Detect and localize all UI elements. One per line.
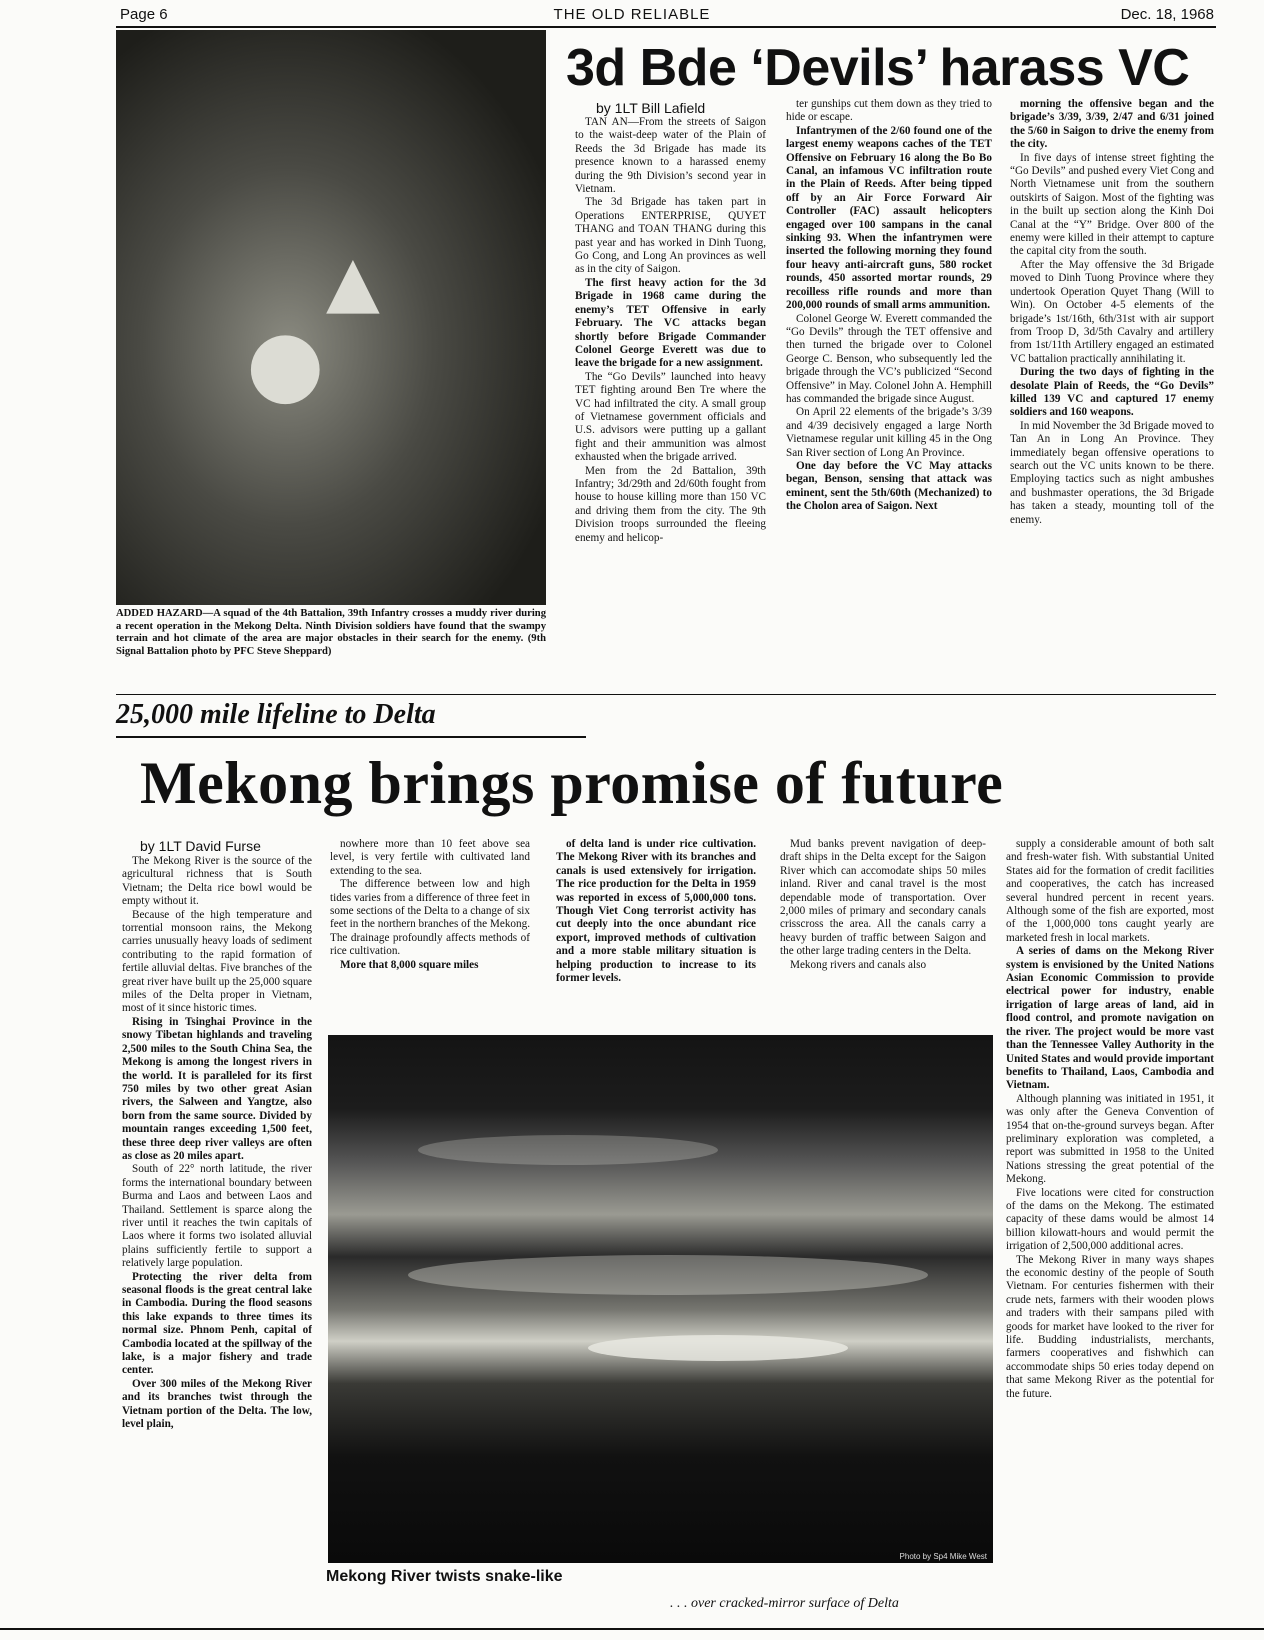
article-paragraph: TAN AN—From the streets of Saigon to the waist-deep water of the Plain of Reeds the 3d Brigade has made its presence known to a harassed enemy during the 9th Division’s second year in Vietnam. (575, 116, 766, 196)
story2-column-5 (1006, 838, 1214, 1628)
river-bend-highlight (408, 1255, 928, 1295)
newspaper-title: THE OLD RELIABLE (553, 6, 711, 23)
article-paragraph: Mekong rivers and canals also (790, 958, 927, 971)
photo-credit: Photo by Sp4 Mike West (899, 1552, 987, 1561)
article-paragraph: of delta land is under rice cultivation. The Mekong River with its branches and canals is used extensively for irrigation. The rice production for the Delta in 1959 was reported in excess of 5,000,000 tons. Though Viet Cong terrorist activity has cut deeply into the once abundant rice export, improved methods of cultivation and a more stable military situation is helping production to increase to its former levels. (556, 838, 756, 985)
story2-column-4 (780, 838, 986, 1028)
article-paragraph: Colonel George W. Everett commanded the “Go Devils” through the TET offensive and then turned the brigade over to Colonel George C. Benson, who subsequently led the brigade through the VC’s publicized “Second Offensive” in May. Colonel John A. Hemphill has commanded the brigade since August. (786, 312, 992, 405)
article-paragraph: The Mekong River in many ways shapes the economic destiny of the people of South Vietnam. For centuries fishermen with their crude nets, farmers with their wooden plows and traders with their sampans piled with goods for market have looked to the river for life. Budding industrialists, merchants, farmers cooperatives and fishwhich can accommodate ships 50 eries today depend on that same Mekong River as the potential for the future. (1006, 1253, 1214, 1400)
article-paragraph: Men from the 2d Battalion, 39th Infantry; 3d/29th and 2d/60th fought from house to house killing more than 150 VC and driving them from the city. The 9th Division troops surrounded the fleeing enemy and helicop- (575, 464, 766, 544)
article-paragraph: One day before the VC May attacks began, Benson, sensing that attack was eminent, sent the 5th/60th (Mechanized) to the Cholon area of Saigon. Next (786, 459, 992, 513)
article-paragraph: Five locations were cited for construction of the dams on the Mekong. The estimated capacity of these dams would be almost 14 billion kilowatt-hours and would permit the irrigation of 2,500,000 additional acres. (1006, 1186, 1214, 1253)
story2-column-1 (122, 855, 312, 1625)
story2-kicker: 25,000 mile lifeline to Delta (116, 699, 436, 730)
story1-column-3 (1010, 98, 1214, 692)
article-paragraph: On April 22 elements of the brigade’s 3/39 and 4/39 decisively engaged a large North Vietnamese regular unit killing 45 in the Ong San River section of Long An Province. (786, 406, 992, 459)
river-photo-caption: Mekong River twists snake-like (326, 1568, 563, 1585)
article-paragraph: Because of the high temperature and torrential monsoon rains, the Mekong carries unusually heavy loads of sediment contributing to the rapid formation of fertile alluvial deltas. Five branches of the great river have built up the 25,000 square miles of the Delta proper in Vietnam, most of it since historic times. (122, 908, 312, 1015)
article-paragraph: supply a considerable amount of both salt and fresh-water fish. With substantial United States aid for the formation of credit facilities and cooperatives, the catch has increased several hundred percent in recent years. Although some of the fish are exported, most of the 1,000,000 tons caught yearly are marketed fresh in local markets. (1006, 838, 1214, 944)
photo-caption: ADDED HAZARD—A squad of the 4th Battalion, 39th Infantry crosses a muddy river during a recent operation in the Mekong Delta. Ninth Division soldiers have found that the swampy terrain and hot climate of the area are major obstacles in their search for the enemy. (9th Signal Battalion photo by PFC Steve Sheppard) (116, 608, 546, 657)
issue-date: Dec. 18, 1968 (1120, 6, 1214, 23)
article-paragraph: During the two days of fighting in the desolate Plain of Reeds, the “Go Devils” killed 139 VC and captured 17 enemy soldiers and 160 weapons. (1010, 366, 1214, 419)
story2-headline: Mekong brings promise of future (140, 750, 1004, 816)
article-paragraph: More that 8,000 square miles (340, 958, 479, 971)
story2-column-2 (330, 838, 530, 1028)
story2-byline: by 1LT David Furse (140, 838, 261, 854)
mekong-river-photo (328, 1035, 993, 1563)
article-paragraph: In mid November the 3d Brigade moved to Tan An in Long An Province. They immediately began offensive operations to search out the VC units known to be there. Employing tactics such as night ambushes and bushmaster operations, the 3d Brigade has taken a steady, mounting toll of the enemy. (1010, 419, 1214, 526)
article-paragraph: Mud banks prevent navigation of deep-draft ships in the Delta except for the Saigon River which can accomodate ships 50 miles inland. River and canal travel is the most dependable mode of transportation. Over 2,000 miles of primary and secondary canals crisscross the area. All the canals carry a heavy burden of traffic between Saigon and the other large trading centers in the Delta. (780, 838, 986, 958)
article-paragraph: Infantrymen of the 2/60 found one of the largest enemy weapons caches of the TET Offensive on February 16 along the Bo Bo Canal, an infamous VC infiltration route in the Plain of Reeds. After being tipped off by an Air Force Forward Air Controller (FAC) assault helicopters engaged over 100 sampans in the canal sinking 93. When the infantrymen were inserted the following morning they found four heavy anti-aircraft guns, 580 rocket rounds, 450 assorted mortar rounds, 29 recoilless rifle rounds and more than 200,000 rounds of small arms ammunition. (786, 124, 992, 312)
river-reflection-highlight (588, 1335, 848, 1361)
story1-headline: 3d Bde ‘Devils’ harass VC (566, 39, 1190, 97)
story1-column-1 (575, 116, 766, 692)
soldier-figure-icon: ▲ (326, 240, 380, 322)
article-paragraph: The difference between low and high tides varies from a difference of three feet in some sections of the Delta to a change of six feet in the northern branches of the Mekong. The drainage profoundly affects methods of rice cultivation. (330, 878, 530, 958)
article-paragraph: The first heavy action for the 3d Brigade in 1968 came during the enemy’s TET Offensive in early February. The VC attacks began shortly before Brigade Commander Colonel George Everett was due to leave the brigade for a new assignment. (575, 276, 766, 370)
page-number: Page 6 (120, 6, 168, 23)
article-paragraph: The Mekong River is the source of the agricultural richness that is South Vietnam; the Delta rice bowl would be empty without it. (122, 855, 312, 908)
article-paragraph: A series of dams on the Mekong River system is envisioned by the United Nations Asian Economic Commission to provide electrical power for industry, enable irrigation of large areas of land, aid in flood control, and promote navigation on the river. The project would be more vast than the Tennessee Valley Authority in the United States and would provide important benefits to Thailand, Laos, Cambodia and Vietnam. (1006, 945, 1214, 1092)
article-paragraph: nowhere more than 10 feet above sea level, is very fertile with cultivated land extending to the sea. (330, 838, 530, 877)
kicker-underline (116, 736, 586, 738)
masthead (0, 4, 1264, 28)
article-paragraph: Over 300 miles of the Mekong River and its branches twist through the Vietnam portion of the Delta. The low, level plain, (122, 1377, 312, 1431)
story1-byline: by 1LT Bill Lafield (596, 100, 706, 116)
masthead-rule (116, 26, 1216, 28)
soldiers-river-photo (116, 30, 546, 605)
article-paragraph: Rising in Tsinghai Province in the snowy Tibetan highlands and traveling 2,500 miles to the South China Sea, the Mekong is among the longest rivers in the world. It is paralleled for its first 750 miles by two other great Asian rivers, the Salween and Yangtze, also born from the same source. Divided by mountain ranges exceeding 1,500 feet, these three deep river valleys are often as close as 20 miles apart. (122, 1015, 312, 1162)
river-photo-subcaption: . . . over cracked-mirror surface of Delta (670, 1596, 899, 1611)
article-paragraph: ter gunships cut them down as they tried to hide or escape. (786, 98, 992, 124)
article-paragraph: In five days of intense street fighting the “Go Devils” and pushed every Viet Cong and North Vietnamese unit from the southern outskirts of Saigon. Most of the fighting was in the built up section along the Kinh Doi Canal at the “Y” Bridge. Over 800 of the enemy were killed in their attempt to capture the capital city from the south. (1010, 151, 1214, 258)
article-paragraph: morning the offensive began and the brigade’s 3/39, 3/39, 2/47 and 6/31 joined the 5/60 in Saigon to drive the enemy from the city. (1010, 98, 1214, 151)
page-bottom-rule (0, 1628, 1264, 1630)
article-paragraph: The “Go Devils” launched into heavy TET fighting around Ben Tre where the VC had infiltrated the city. A small group of Vietnamese government officials and U.S. advisors were putting up a gallant fight and their ammunition was almost exhausted when the brigade arrived. (575, 370, 766, 464)
article-paragraph: South of 22° north latitude, the river forms the international boundary between Burma and Laos and between Laos and Thailand. Settlement is sparce along the river until it reaches the twin capitals of Laos where it forms two isolated alluvial plains sufficiently fertile to support a relatively large population. (122, 1163, 312, 1270)
article-paragraph: Protecting the river delta from seasonal floods is the great central lake in Cambodia. During the flood seasons this lake expands to three times its normal size. Phnom Penh, capital of Cambodia located at the spillway of the lake, is a major fishery and trade center. (122, 1270, 312, 1377)
section-divider (116, 694, 1216, 695)
story1-column-2 (786, 98, 992, 692)
soldier-helmet-icon: ● (246, 310, 325, 415)
story2-column-3 (556, 838, 756, 1028)
article-paragraph: The 3d Brigade has taken part in Operations ENTERPRISE, QUYET THANG and TOAN THANG during this past year and has worked in Dinh Tuong, Go Cong, and Long An provinces as well as in the city of Saigon. (575, 196, 766, 276)
article-paragraph: Although planning was initiated in 1951, it was only after the Geneva Convention of 1954 that on-the-ground surveys began. After preliminary exploration was completed, a report was submitted in 1958 to the United Nations stressing the great potential of the Mekong. (1006, 1092, 1214, 1186)
cloud-reflection (418, 1135, 718, 1165)
article-paragraph: After the May offensive the 3d Brigade moved to Dinh Tuong Province where they undertook Operation Quyet Thang (Will to Win). On October 4-5 elements of the brigade’s 1st/16th, 6th/31st with air support from Troop D, 3d/5th Cavalry and artillery from 1st/11th Artillery engaged an estimated VC battalion practically annihilating it. (1010, 258, 1214, 365)
